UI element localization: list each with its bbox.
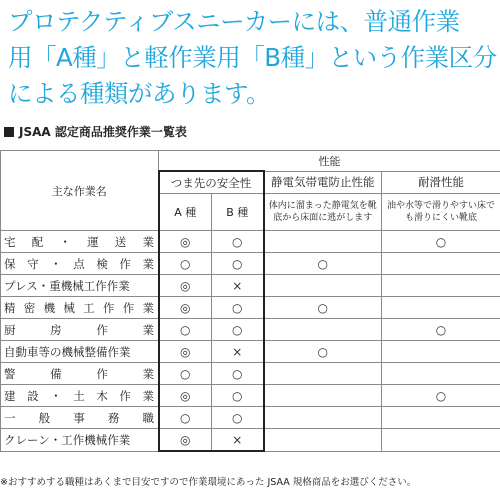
job-name: 精 密 機 械 工 作 作 業: [4, 300, 154, 315]
toe-safety-header: つま先の安全性: [159, 171, 264, 194]
job-name: 警 備 作 業: [4, 366, 154, 381]
slip-resistance-mark: ○: [382, 231, 500, 253]
type-a-mark: ○: [159, 253, 212, 275]
type-b-header: B 種: [212, 194, 264, 231]
antistatic-mark: [264, 429, 382, 452]
job-name: プレス・重機械工作作業: [4, 278, 130, 293]
job-name-cell: [1, 385, 159, 407]
type-b-mark: ○: [212, 253, 264, 275]
job-name-cell: [1, 319, 159, 341]
table-row: [1, 429, 500, 452]
job-name-cell: [1, 231, 159, 253]
job-name: 厨 房 作 業: [4, 322, 154, 337]
type-a-mark: ○: [159, 407, 212, 429]
slip-resistance-note: 油や水等で滑りやすい床でも滑りにくい靴底: [382, 194, 500, 231]
type-a-mark: ◎: [159, 275, 212, 297]
table-row: [1, 385, 500, 407]
antistatic-mark: ○: [264, 297, 382, 319]
job-name-cell: [1, 429, 159, 452]
slip-resistance-header: 耐滑性能: [382, 171, 500, 194]
table-row: [1, 297, 500, 319]
antistatic-mark: ○: [264, 253, 382, 275]
recommended-work-table: [0, 150, 500, 452]
antistatic-mark: ○: [264, 341, 382, 363]
type-a-header: A 種: [159, 194, 212, 231]
type-b-mark: ○: [212, 231, 264, 253]
job-name: クレーン・工作機械作業: [4, 432, 131, 447]
slip-resistance-mark: ○: [382, 385, 500, 407]
table-subtitle-text: JSAA 認定商品推奨作業一覧表: [19, 125, 187, 139]
slip-resistance-mark: ○: [382, 319, 500, 341]
type-a-mark: ○: [159, 363, 212, 385]
table-row: [1, 363, 500, 385]
slip-resistance-mark: [382, 407, 500, 429]
job-name: 宅 配 ・ 運 送 業: [4, 234, 154, 249]
table-subtitle: [4, 123, 187, 140]
type-a-mark: ◎: [159, 385, 212, 407]
antistatic-mark: [264, 231, 382, 253]
type-b-mark: ○: [212, 385, 264, 407]
job-name-cell: [1, 363, 159, 385]
table-row: [1, 275, 500, 297]
type-b-mark: ○: [212, 407, 264, 429]
table-row: [1, 231, 500, 253]
headline: [8, 4, 498, 112]
type-b-mark: ○: [212, 319, 264, 341]
slip-resistance-mark: [382, 253, 500, 275]
job-name: 自動車等の機械整備作業: [4, 344, 131, 359]
table-row: [1, 341, 500, 363]
table-row: [1, 253, 500, 275]
type-b-mark: ×: [212, 341, 264, 363]
job-name-cell: [1, 253, 159, 275]
type-b-mark: ○: [212, 297, 264, 319]
antistatic-note: 体内に溜まった静電気を靴底から床面に逃がします: [264, 194, 382, 231]
black-square-icon: [4, 127, 14, 137]
antistatic-header: 静電気帯電防止性能: [264, 171, 382, 194]
footnote: ※おすすめする職種はあくまで目安ですので作業環境にあった JSAA 規格商品をお選びください。: [0, 477, 417, 488]
type-a-mark: ○: [159, 319, 212, 341]
type-b-mark: ×: [212, 429, 264, 452]
job-name: 一 般 事 務 職: [4, 410, 154, 425]
job-name: 建 設 ・ 土 木 作 業: [4, 388, 154, 403]
antistatic-mark: [264, 385, 382, 407]
type-b-mark: ○: [212, 363, 264, 385]
job-name-cell: [1, 275, 159, 297]
headline-line-2: 用「A種」と軽作業用「B種」という作業区分: [8, 43, 497, 72]
type-b-mark: ×: [212, 275, 264, 297]
job-column-header: 主な作業名: [1, 151, 159, 231]
antistatic-mark: [264, 363, 382, 385]
slip-resistance-mark: [382, 275, 500, 297]
performance-header: 性能: [159, 151, 500, 172]
slip-resistance-mark: [382, 341, 500, 363]
type-a-mark: ◎: [159, 297, 212, 319]
job-name: 保 守 ・ 点 検 作 業: [4, 256, 154, 271]
slip-resistance-mark: [382, 297, 500, 319]
antistatic-mark: [264, 275, 382, 297]
antistatic-mark: [264, 319, 382, 341]
job-name-cell: [1, 407, 159, 429]
job-name-cell: [1, 297, 159, 319]
type-a-mark: ◎: [159, 231, 212, 253]
table-body: [1, 231, 500, 452]
type-a-mark: ◎: [159, 429, 212, 452]
slip-resistance-mark: [382, 363, 500, 385]
table-row: [1, 319, 500, 341]
headline-line-3: による種類があります。: [8, 79, 271, 108]
headline-line-1: プロテクティブスニーカーには、普通作業: [8, 7, 460, 36]
antistatic-mark: [264, 407, 382, 429]
type-a-mark: ◎: [159, 341, 212, 363]
table-row: [1, 407, 500, 429]
slip-resistance-mark: [382, 429, 500, 452]
job-name-cell: [1, 341, 159, 363]
